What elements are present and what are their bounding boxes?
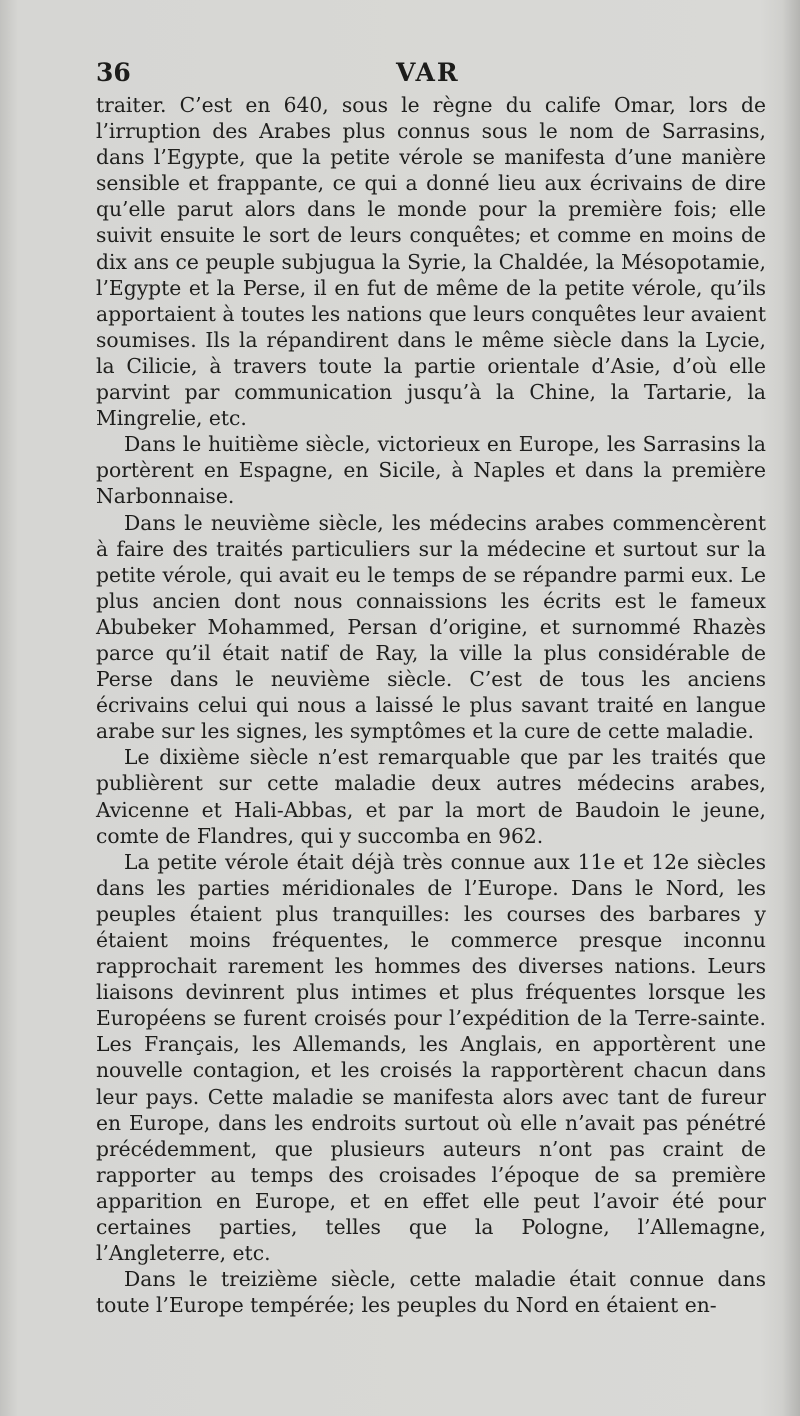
page-number: 36 <box>96 58 131 87</box>
running-head: VAR <box>396 58 460 87</box>
paragraph-3: Dans le neuvième siècle, les médecins arabes commencèrent à faire des traités particuliers sur la médecine et surtout sur la petite vérole, qui avait eu le temps de se répandre parmi eux. Le plus ancien dont nous connaissions les écrits est le fameux Abubeker Mohammed, Persan d’origine, et surnommé Rhazès parce qu’il était natif de Ray, la ville la plus considérable de Perse dans le neuvième siècle. C’est de tous les anciens écrivains celui qui nous a laissé le plus savant traité en langue arabe sur les signes, les symptômes et la cure de cette maladie. <box>96 510 766 744</box>
paragraph-5: La petite vérole était déjà très connue aux 11e et 12e siècles dans les parties méridionales de l’Europe. Dans le Nord, les peuples étaient plus tranquilles: les courses des barbares y étaient moins fréquentes, le commerce presque inconnu rapprochait rarement les hommes des diverses nations. Leurs liaisons devinrent plus intimes et plus fréquentes lorsque les Européens se furent croisés pour l’expédition de la Terre-sainte. Les Français, les Allemands, les Anglais, en apportèrent une nouvelle contagion, et les croisés la rapportèrent chacun dans leur pays. Cette maladie se manifesta alors avec tant de fureur en Europe, dans les endroits surtout où elle n’avait pas pénétré précédemment, que plusieurs auteurs n’ont pas craint de rapporter au temps des croisades l’époque de sa première apparition en Europe, et en effet elle peut l’avoir été pour certaines parties, telles que la Pologne, l’Allemagne, l’Angleterre, etc. <box>96 849 766 1266</box>
paragraph-4: Le dixième siècle n’est remarquable que par les traités que publièrent sur cette maladie deux autres médecins arabes, Avicenne et Hali-Abbas, et par la mort de Baudoin le jeune, comte de Flandres, qui y succomba en 962. <box>96 745 766 848</box>
paragraph-2: Dans le huitième siècle, victorieux en Europe, les Sarrasins la portèrent en Espagne, en Sicile, à Naples et dans la première Narbonnaise. <box>96 432 766 509</box>
body-text <box>96 92 766 1318</box>
page-edge-shadow <box>782 0 800 1416</box>
paragraph-6: Dans le treizième siècle, cette maladie était connue dans toute l’Europe tempérée; les peuples du Nord en étaient en- <box>96 1267 766 1318</box>
page-header <box>96 58 766 94</box>
paragraph-1: traiter. C’est en 640, sous le règne du calife Omar, lors de l’irruption des Arabes plus connus sous le nom de Sarrasins, dans l’Egypte, que la petite vérole se manifesta d’une manière sensible et frappante, ce qui a donné lieu aux écrivains de dire qu’elle parut alors dans le monde pour la première fois; elle suivit ensuite le sort de leurs conquêtes; et comme en moins de dix ans ce peuple subjugua la Syrie, la Chaldée, la Mésopotamie, l’Egypte et la Perse, il en fut de même de la petite vérole, qu’ils apportaient à toutes les nations que leurs conquêtes leur avaient soumises. Ils la répandirent dans le même siècle dans la Lycie, la Cilicie, à travers toute la partie orientale d’Asie, d’où elle parvint par communication jusqu’à la Chine, la Tartarie, la Mingrelie, etc. <box>96 93 766 431</box>
